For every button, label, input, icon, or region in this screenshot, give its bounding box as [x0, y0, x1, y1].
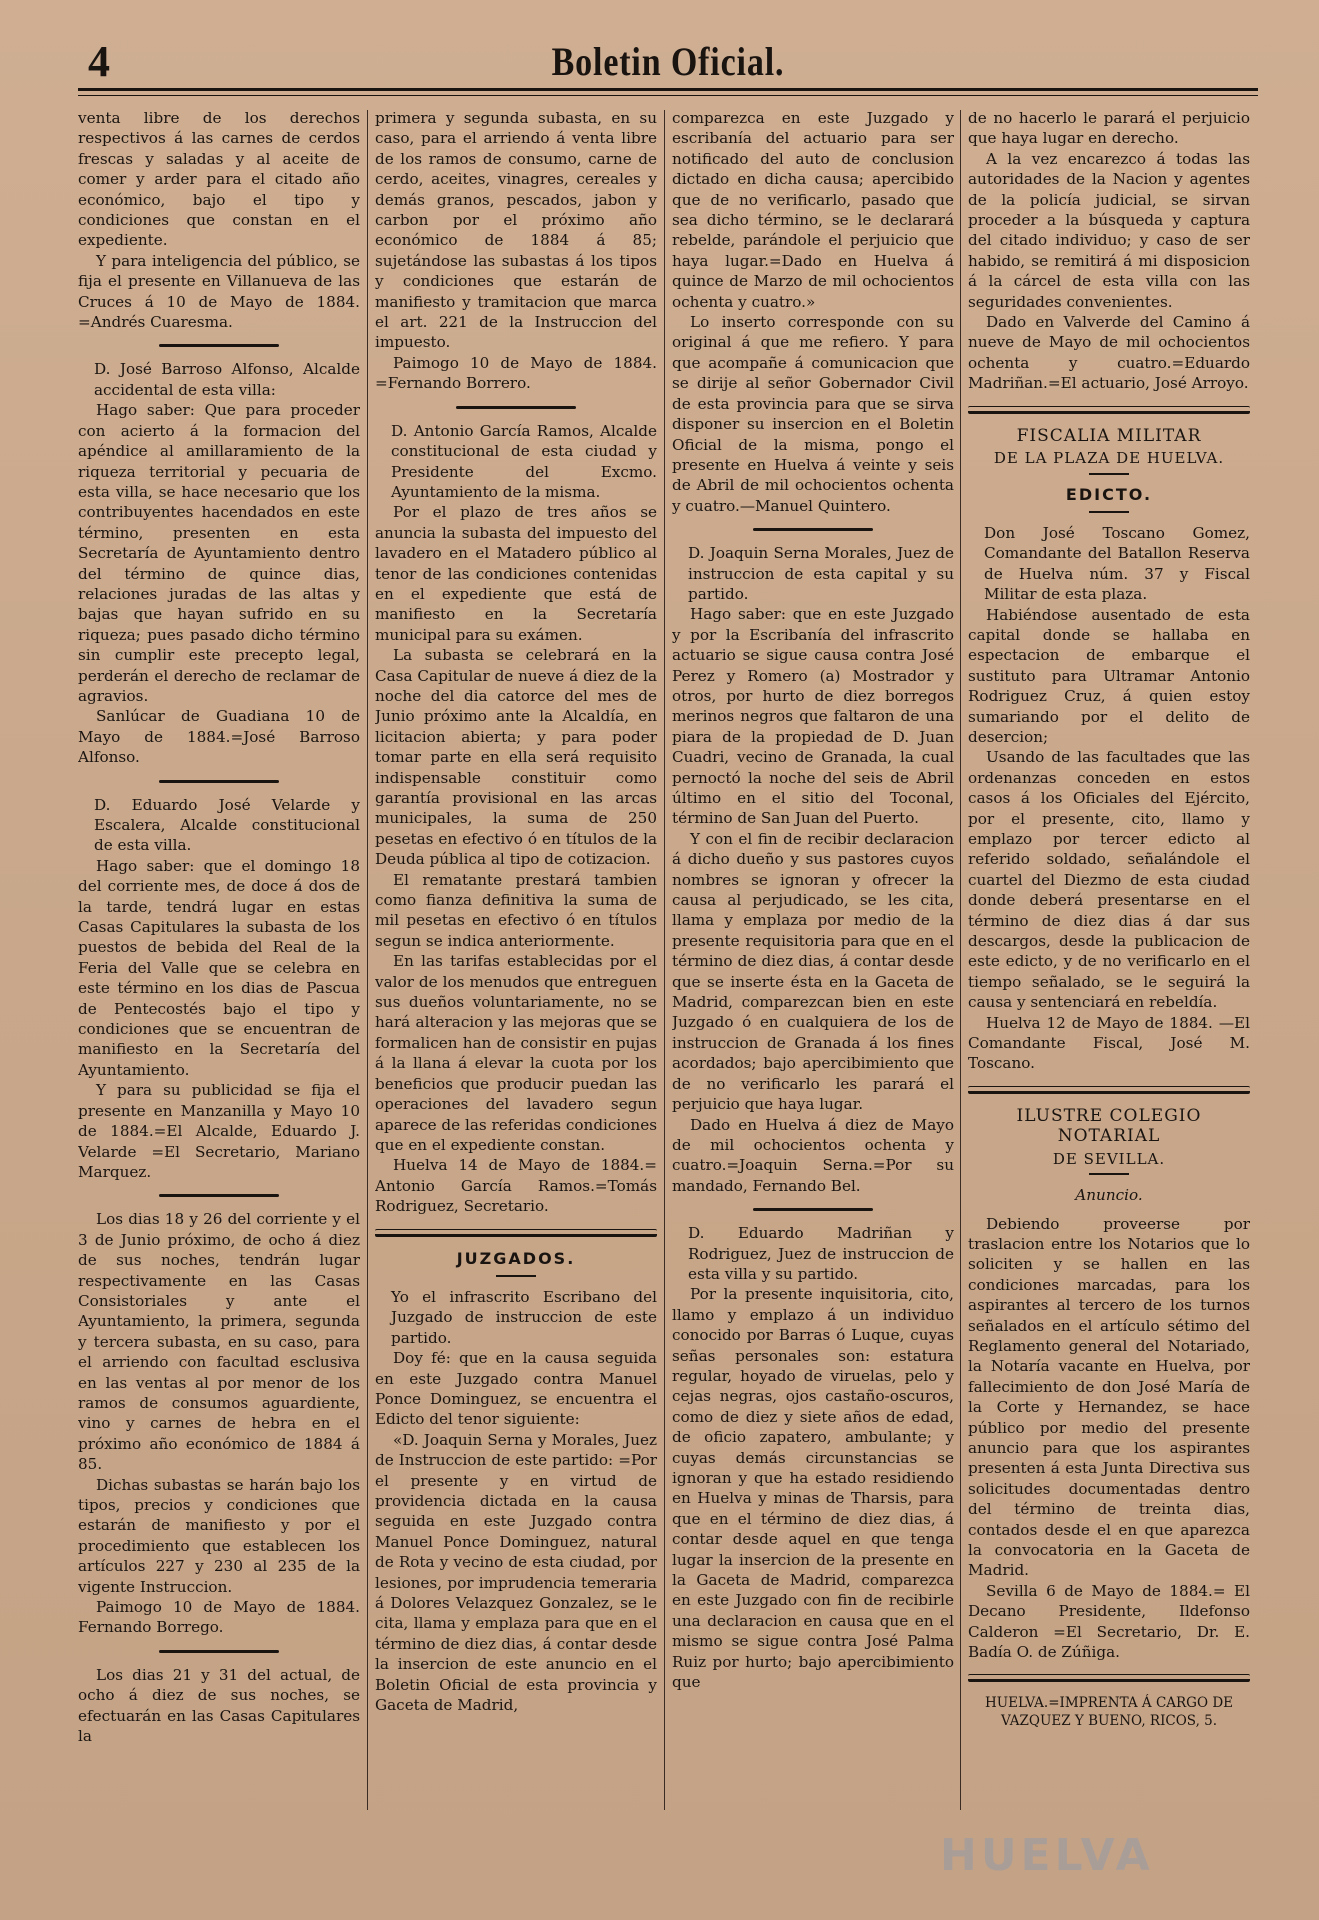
page-header: [78, 28, 1258, 88]
section-underline: [1089, 473, 1129, 475]
paragraph: comparezca en este Juzgado y escribanía del actuario para ser notificado del auto de conclusion dictado en dicha causa; apercibido que de no verificarlo, pasado que sea dicho término, se le declarará rebelde, parándole el perjuicio que haya lugar.=Dado en Huelva á quince de Marzo de mil ochocientos ochenta y cuatro.»: [672, 109, 954, 311]
paragraph: Paimogo 10 de Mayo de 1884. =Fernando Borrero.: [375, 353, 657, 393]
paragraph: La subasta se celebrará en la Casa Capitular de nueve á diez de la noche del dia catorce del mes de Junio próximo ante la Alcaldía, en licitacion abierta; y para poder tomar parte en ella será requisito indispensable constituir como garantía provisional en las arcas municipales, la suma de 250 pesetas en efectivo ó en títulos de la Deuda pública al tipo de cotizacion.: [375, 646, 657, 869]
page-number: 4: [88, 37, 110, 86]
paragraph: Sevilla 6 de Mayo de 1884.= El Decano Presidente, Ildefonso Calderon =El Secretario, Dr. E. Badía O. de Zúñiga.: [968, 1581, 1250, 1662]
fiscalia-subtitle: DE LA PLAZA DE HUELVA.: [993, 449, 1225, 468]
colegio-subtitle: DE SEVILLA.: [1052, 1149, 1166, 1168]
colegio-title: ILUSTRE COLEGIO NOTARIAL: [1016, 1105, 1202, 1147]
section-rule: [375, 1229, 657, 1237]
section-rule: [968, 1674, 1250, 1682]
separator: [753, 528, 873, 531]
paragraph: Doy fé: que en la causa seguida en este Juzgado contra Manuel Ponce Dominguez, se encuentra el Edicto del tenor siguiente:: [375, 1349, 657, 1429]
column-1: [78, 108, 360, 1808]
separator: [159, 780, 279, 783]
paragraph: A la vez encarezco á todas las autoridades de la Nacion y agentes de la policía judicial, se sirvan proceder a la búsqueda y captura del citado individuo; y caso de ser habido, se remitirá á mi disposicion á la cárcel de esta villa con las seguridades convenientes.: [968, 149, 1250, 311]
separator: [753, 1208, 873, 1211]
notice-heading: D. Antonio García Ramos, Alcalde constitucional de esta ciudad y Presidente del Excmo. Ayuntamiento de la misma.: [391, 421, 657, 501]
paragraph: El rematante prestará tambien como fianza definitiva la suma de mil pesetas en efectivo ó en títulos segun se indica anteriormente.: [375, 870, 657, 950]
notice-heading: D. José Barroso Alfonso, Alcalde accidental de esta villa:: [94, 360, 360, 399]
paragraph: primera y segunda subasta, en su caso, para el arriendo á venta libre de los ramos de consumo, carne de cerdo, aceites, vinagres, cereales y demás granos, pescados, jabon y carbon por el próximo año económico de 1884 á 85; sujetándose las subastas á los tipos y condiciones que estarán de manifiesto y tramitacion que marca el art. 221 de la Instruccion del impuesto.: [375, 109, 657, 352]
paragraph: Huelva 12 de Mayo de 1884. —El Comandante Fiscal, José M. Toscano.: [968, 1013, 1250, 1073]
paragraph: de no hacerlo le parará el perjuicio que haya lugar en derecho.: [968, 109, 1250, 148]
column-4: [968, 108, 1250, 1808]
paragraph: Dichas subastas se harán bajo los tipos, precios y condiciones que estarán de manifiesto y por el procedimiento que establecen los artículos 227 y 230 al 235 de la vigente Instruccion.: [78, 1475, 360, 1596]
paragraph: Los dias 21 y 31 del actual, de ocho á diez de sus noches, se efectuarán en las Casas Capitulares la: [78, 1665, 360, 1746]
paragraph: Y para inteligencia del público, se fija el presente en Villanueva de las Cruces á 10 de Mayo de 1884. =Andrés Cuaresma.: [78, 251, 360, 332]
paragraph: Usando de las facultades que las ordenanzas conceden en estos casos á los Oficiales del Ejército, por el presente, cito, llamo y emplazo por tercer edicto al referido soldado, señalándole el cuartel del Diezmo de esta ciudad donde deberá presentarse en el término de diez dias á dar sus descargos, desde la publicacion de este edicto, y de no verificarlo en el tiempo señalado, se le seguirá la causa y sentenciará en rebeldía.: [968, 748, 1250, 1012]
section-rule: [968, 406, 1250, 414]
paragraph: Los dias 18 y 26 del corriente y el 3 de Junio próximo, de ocho á diez de sus noches, tendrán lugar respectivamente en las Casas Consistoriales y ante el Ayuntamiento, la primera, segunda y tercera subasta, en su caso, para el arriendo con facultad esclusiva en las ventas al por menor de los ramos de consumos aguardiente, vino y carnes de hebra en el próximo año económico de 1884 á 85.: [78, 1210, 360, 1474]
separator: [456, 406, 576, 409]
paragraph: Dado en Valverde del Camino á nueve de Mayo de mil ochocientos ochenta y cuatro.=Eduardo Madriñan.=El actuario, José Arroyo.: [968, 313, 1250, 393]
paragraph: Hago saber: que el domingo 18 del corriente mes, de doce á dos de la tarde, tendrá lugar en estas Casas Capitulares la subasta de los puestos de bebida del Real de la Feria del Valle que se celebra en este término en los dias de Pascua de Pentecostés bajo el tipo y condiciones que se encuentran de manifiesto en la Secretaría del Ayuntamiento.: [78, 856, 360, 1079]
paragraph: Sanlúcar de Guadiana 10 de Mayo de 1884.=José Barroso Alfonso.: [78, 707, 360, 767]
paragraph: Y con el fin de recibir declaracion á dicho dueño y sus pastores cuyos nombres se ignoran y ofrecer la causa al perjudicado, se les cita, llama y emplaza por medio de la presente requisitoria para que en el término de diez dias, á contar desde que se inserte ésta en la Gaceta de Madrid, comparezcan bien en este Juzgado ó en cualquiera de los de instruccion de Granada á los fines acordados; bajo apercibimiento que de no verificarlo les parará el perjuicio que haya lugar.: [672, 829, 954, 1114]
column-3: [672, 108, 954, 1808]
paragraph: Hago saber: Que para proceder con acierto á la formacion del apéndice al amillaramiento de la riqueza territorial y pecuaria de esta villa, se hace necesario que los contribuyentes hacendados en este término, presenten en esta Secretaría de Ayuntamiento dentro del término de quince dias, relaciones juradas de las altas y bajas que hayan sufrido en su riqueza; pues pasado dicho término sin cumplir este precepto legal, perderán el derecho de reclamar de agravios.: [78, 401, 360, 705]
paragraph: Lo inserto corresponde con su original á que me refiero. Y para que acompañe á comunicacion que se dirije al señor Gobernador Civil de esta provincia para que se sirva disponer su insercion en el Boletin Oficial de la misma, pongo el presente en Huelva á veinte y seis de Abril de mil ochocientos ochenta y cuatro.—Manuel Quintero.: [672, 313, 954, 515]
notice-heading: Yo el infrascrito Escribano del Juzgado de instruccion de este partido.: [391, 1287, 657, 1347]
text-columns: [78, 108, 1258, 1808]
imprint: HUELVA.=IMPRENTA Á CARGO DE VAZQUEZ Y BUENO, RICOS, 5.: [984, 1695, 1234, 1730]
anuncio-label: Anuncio.: [1075, 1186, 1143, 1205]
column-2: [375, 108, 657, 1808]
notice-heading: D. Joaquin Serna Morales, Juez de instruccion de esta capital y su partido.: [688, 544, 954, 603]
fiscalia-title: FISCALIA MILITAR: [1016, 425, 1202, 446]
notice-heading: Don José Toscano Gomez, Comandante del Batallon Reserva de Huelva núm. 37 y Fiscal Militar de esta plaza.: [984, 523, 1250, 604]
paragraph: En las tarifas establecidas por el valor de los menudos que entreguen sus dueños voluntariamente, no se hará alteracion y las mejoras que se formalicen han de consistir en pujas á la llana á elevar la cuota por los beneficios que producir puedan las operaciones del lavadero segun aparece de las referidas condiciones que en el expediente constan.: [375, 952, 657, 1154]
separator: [159, 344, 279, 347]
paragraph: Paimogo 10 de Mayo de 1884. Fernando Borrego.: [78, 1598, 360, 1637]
paragraph: Por la presente inquisitoria, cito, llamo y emplazo á un individuo conocido por Barras ó Luque, cuyas señas personales son: estatura regular, hoyado de viruelas, pelo y cejas negras, ojos castaño-oscuros, como de diez y siete años de edad, de oficio zapatero, ambulante; y cuyas demás circunstancias se ignoran y que ha estado residiendo en Huelva y minas de Tharsis, para que en el término de diez dias, á contar desde aquel en que tenga lugar la insercion de la presente en la Gaceta de Madrid, comparezca en este Juzgado con fin de recibirle una declaracion en causa que en el mismo se sigue contra José Palma Ruiz por hurto; bajo apercibimiento que: [672, 1285, 954, 1692]
paragraph: Y para su publicidad se fija el presente en Manzanilla y Mayo 10 de 1884.=El Alcalde, Eduardo J. Velarde =El Secretario, Mariano Marquez.: [78, 1081, 360, 1181]
separator: [159, 1194, 279, 1197]
journal-title: Boletin Oficial.: [551, 39, 785, 84]
section-underline: [1089, 1173, 1129, 1175]
section-underline: [496, 1275, 536, 1277]
separator: [159, 1650, 279, 1653]
paragraph: Debiendo proveerse por traslacion entre los Notarios que lo soliciten y se hallen en las condiciones marcadas, para los aspirantes al tercero de los turnos señalados en el artículo sétimo del Reglamento general del Notariado, la Notaría vacante en Huelva, por fallecimiento de don José María de la Corte y Hernandez, se hace público por medio del presente anuncio para que los aspirantes presenten á esta Junta Directiva sus solicitudes documentadas dentro del término de treinta dias, contados desde el en que aparezca la convocatoria en la Gaceta de Madrid.: [968, 1214, 1250, 1580]
paragraph: Habiéndose ausentado de esta capital donde se hallaba en espectacion de embarque el sustituto para Ultramar Antonio Rodriguez Cruz, á quien estoy sumariando por el delito de desercion;: [968, 605, 1250, 746]
paragraph: Huelva 14 de Mayo de 1884.= Antonio García Ramos.=Tomás Rodriguez, Secretario.: [375, 1156, 657, 1216]
edicto-title: EDICTO.: [1065, 484, 1153, 504]
paragraph: venta libre de los derechos respectivos á las carnes de cerdos frescas y saladas y al aceite de comer y arder para el citado año económico, bajo el tipo y condiciones que constan en el expediente.: [78, 109, 360, 250]
notice-heading: D. Eduardo Madriñan y Rodriguez, Juez de instruccion de esta villa y su partido.: [688, 1224, 954, 1283]
notice-heading: D. Eduardo José Velarde y Escalera, Alcalde constitucional de esta villa.: [94, 795, 360, 855]
paragraph: Dado en Huelva á diez de Mayo de mil ochocientos ochenta y cuatro.=Joaquin Serna.=Por su mandado, Fernando Bel.: [672, 1115, 954, 1195]
paragraph: Por el plazo de tres años se anuncia la subasta del impuesto del lavadero en el Matadero público al tenor de las condiciones contenidas en el expediente que está de manifiesto en la Secretaría municipal para su exámen.: [375, 503, 657, 644]
section-underline: [1089, 511, 1129, 513]
paragraph: Hago saber: que en este Juzgado y por la Escribanía del infrascrito actuario se sigue causa contra José Perez y Romero (a) Mostrador y otros, por hurto de diez borregos merinos negros que faltaron de una piara de la propiedad de D. Juan Cuadri, vecino de Granada, la cual pernoctó la noche del seis de Abril último en el sitio del Toconal, término de San Juan del Puerto.: [672, 605, 954, 828]
section-rule: [968, 1086, 1250, 1094]
archive-watermark: HUELVA: [940, 1830, 1154, 1881]
header-rule: [78, 88, 1258, 96]
paragraph: «D. Joaquin Serna y Morales, Juez de Instruccion de este partido: =Por el presente y en virtud de providencia dictada en la causa seguida en este Juzgado contra Manuel Ponce Dominguez, natural de Rota y vecino de esta ciudad, por lesiones, por imprudencia temeraria á Dolores Velazquez Gonzalez, se le cita, llama y emplaza para que en el término de diez dias, á contar desde la insercion de este anuncio en el Boletin Oficial de esta provincia y Gaceta de Madrid,: [375, 1430, 657, 1715]
section-title-juzgados: JUZGADOS.: [456, 1248, 576, 1268]
